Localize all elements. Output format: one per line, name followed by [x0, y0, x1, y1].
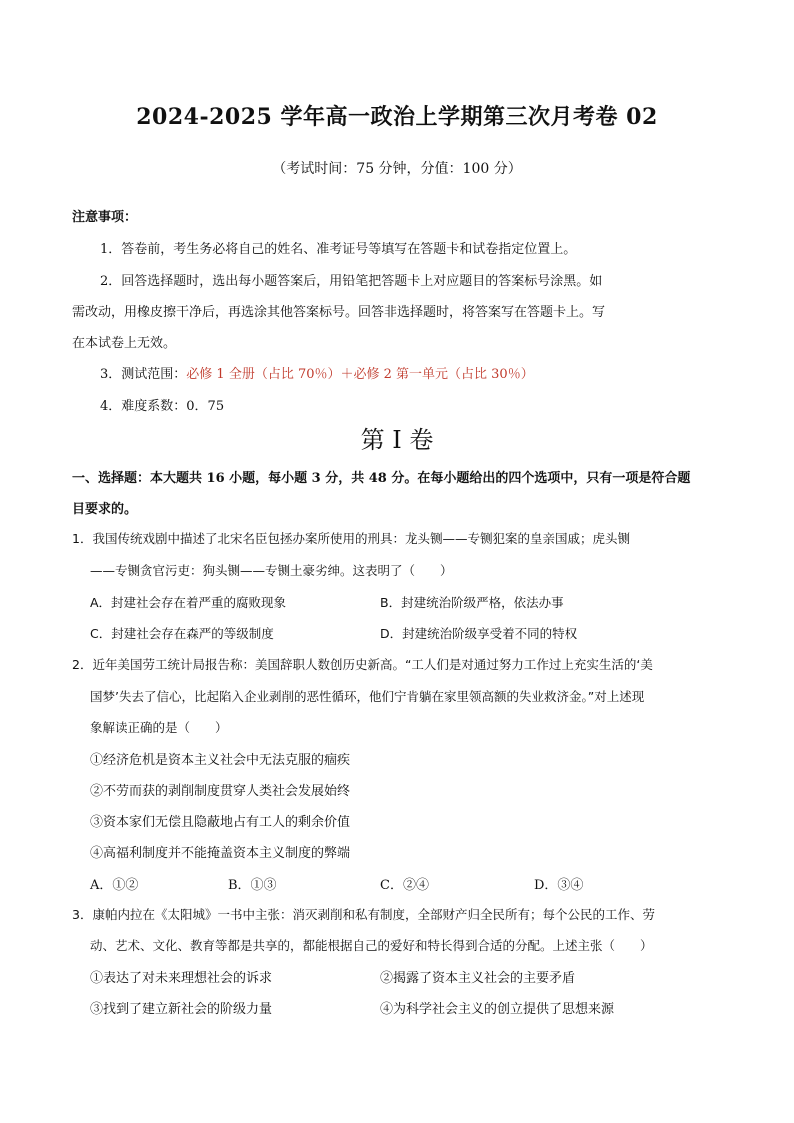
notice-item-3-prefix: 3．测试范围：: [100, 367, 187, 382]
section-intro-line-1: 一、选择题：本大题共 16 小题，每小题 3 分，共 48 分。在每小题给出的四个选项中，只有一项是符合题: [72, 471, 691, 486]
question-3-stem-line-1: 3．康帕内拉在《太阳城》一书中主张：消灭剥削和私有制度，全部财产归全民所有；每个公民的工作、劳: [72, 907, 655, 922]
question-1-option-d: D．封建统治阶级享受着不同的特权: [380, 626, 578, 641]
question-1-stem-line-1: 1．我国传统戏剧中描述了北宋名臣包拯办案所使用的刑具：龙头铡——专铡犯案的皇亲国戚；虎头铡: [72, 531, 630, 546]
page-title: 2024-2025 学年高一政治上学期第三次月考卷 02: [136, 104, 658, 130]
question-1-option-b: B．封建统治阶级严格，依法办事: [380, 595, 564, 610]
question-2-statement-4: ④高福利制度并不能掩盖资本主义制度的弊端: [90, 846, 351, 861]
test-range: 必修 1 全册（占比 70％）＋必修 2 第一单元（占比 30％）: [186, 367, 534, 382]
question-3-statement-3: ③找到了建立新社会的阶级力量: [90, 1002, 273, 1017]
question-2-stem-line-2: 国梦’失去了信心，比起陷入企业剥削的恶性循环，他们宁肯躺在家里领高额的失业救济金。”对上述现: [90, 689, 645, 704]
question-2-statement-3: ③资本家们无偿且隐蔽地占有工人的剩余价值: [90, 815, 351, 830]
question-3-statement-2: ②揭露了资本主义社会的主要矛盾: [380, 971, 576, 986]
notice-item-2-line-2: 需改动，用橡皮擦干净后，再选涂其他答案标号。回答非选择题时，将答案写在答题卡上。写: [72, 305, 606, 320]
question-2-option-d: D．③④: [534, 878, 584, 893]
question-2-stem-line-3: 象解读正确的是（ ）: [90, 720, 228, 735]
question-3-statement-1: ①表达了对未来理想社会的诉求: [90, 971, 273, 986]
exam-info: （考试时间：75 分钟，分值：100 分）: [272, 161, 522, 177]
question-1-option-c: C．封建社会存在森严的等级制度: [90, 626, 274, 641]
notice-item-3: [100, 363, 534, 382]
notice-heading: 注意事项：: [72, 210, 138, 225]
question-2-statement-1: ①经济危机是资本主义社会中无法克服的痼疾: [90, 753, 351, 768]
notice-item-4: 4．难度系数：0．75: [100, 399, 225, 414]
notice-item-2-line-1: 2．回答选择题时，选出每小题答案后，用铅笔把答题卡上对应题目的答案标号涂黑。如: [100, 274, 603, 289]
question-2-option-c: C．②④: [380, 878, 429, 893]
question-3-stem-line-2: 动、艺术、文化、教育等都是共享的，都能根据自己的爱好和特长得到合适的分配。上述主张（ ）: [90, 938, 653, 953]
notice-item-1: 1．答卷前，考生务必将自己的姓名、准考证号等填写在答题卡和试卷指定位置上。: [100, 242, 577, 257]
question-3-statement-4: ④为科学社会主义的创立提供了思想来源: [380, 1002, 615, 1017]
notice-item-2-line-3: 在本试卷上无效。: [72, 336, 177, 351]
section-title: 第 I 卷: [360, 426, 434, 454]
question-2-statement-2: ②不劳而获的剥削制度贯穿人类社会发展始终: [90, 784, 351, 799]
question-2-option-b: B．①③: [228, 878, 277, 893]
section-intro-line-2: 目要求的。: [72, 502, 138, 517]
question-2-option-a: A．①②: [90, 878, 139, 893]
question-2-stem-line-1: 2．近年美国劳工统计局报告称：美国辞职人数创历史新高。“工人们是对通过努力工作过上充实生活的‘美: [72, 657, 653, 672]
question-1-option-a: A．封建社会存在着严重的腐败现象: [90, 595, 287, 610]
question-1-stem-line-2: ——专铡贪官污吏：狗头铡——专铡土豪劣绅。这表明了（ ）: [90, 563, 453, 578]
